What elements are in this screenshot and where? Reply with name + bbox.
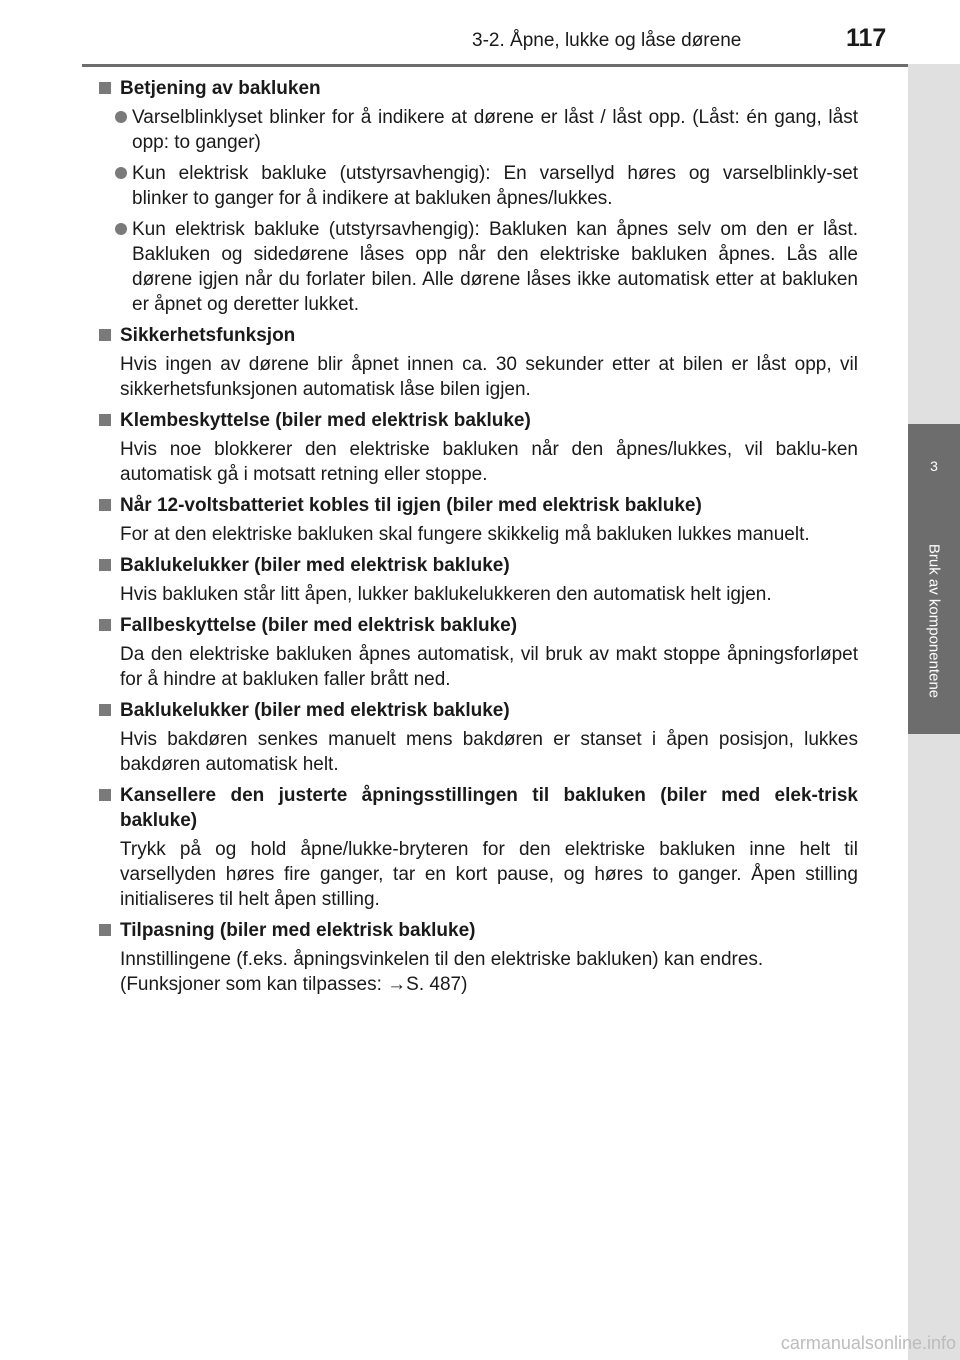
square-bullet-icon [99, 499, 111, 511]
section-body: Innstillingene (f.eks. åpningsvinkelen til den elektriske bakluken) kan endres. [120, 949, 764, 970]
bullet-text: Kun elektrisk bakluke (utstyrsavhengig): Bakluken kan åpnes selv om den er låst. Bakluken og sidedørene låses opp når den elektriske bakluken åpnes. Lås alle dørene igjen når du forlater bilen. Alle dørene låses ikke automatisk etter at bakluken er åpnet og deretter lukket. [132, 219, 858, 315]
header-rule [82, 64, 960, 67]
page-number: 117 [846, 24, 887, 52]
section-tilpasning [96, 918, 858, 997]
square-bullet-icon [99, 704, 111, 716]
bullet-text: Kun elektrisk bakluke (utstyrsavhengig): En varsellyd høres og varselblinkly-set blinker to ganger for å indikere at bakluken åpnes/lukkes. [132, 163, 858, 209]
section-kansellere-apningsstilling [96, 783, 858, 912]
section-heading [96, 323, 858, 348]
section-heading [96, 613, 858, 638]
chapter-number: 3 [930, 458, 938, 474]
section-fallbeskyttelse [96, 613, 858, 692]
section-heading [96, 553, 858, 578]
page-reference: (Funksjoner som kan tilpasses: →S. 487) [120, 974, 468, 995]
section-heading-text: Fallbeskyttelse (biler med elektrisk bakluke) [120, 615, 518, 636]
section-heading [96, 76, 858, 101]
section-body: Da den elektriske bakluken åpnes automatisk, vil bruk av makt stoppe åpningsforløpet for å hindre at bakluken faller brått ned. [120, 644, 858, 690]
square-bullet-icon [99, 924, 111, 936]
running-header-section-title: 3-2. Åpne, lukke og låse dørene [472, 30, 742, 51]
chapter-tab-number [908, 424, 960, 508]
section-body: For at den elektriske bakluken skal fungere skikkelig må bakluken lukkes manuelt. [120, 524, 810, 545]
section-heading-text: Sikkerhetsfunksjon [120, 325, 296, 346]
section-heading [96, 783, 858, 833]
section-heading [96, 493, 858, 518]
section-heading [96, 698, 858, 723]
square-bullet-icon [99, 619, 111, 631]
chapter-tab-label [908, 508, 960, 734]
bullet-item [115, 217, 858, 317]
watermark: carmanualsonline.info [780, 1333, 956, 1353]
section-body: Trykk på og hold åpne/lukke-bryteren for den elektriske bakluken inne helt til varsellyden høres fire ganger, tar en kort pause, og høres to ganger. Åpen stilling initialiseres til helt åpen stilling. [120, 839, 858, 910]
chapter-title: Bruk av komponentene [925, 543, 943, 699]
section-heading-text: Baklukelukker (biler med elektrisk bakluke) [120, 700, 510, 721]
section-12-volt-battery [96, 493, 858, 547]
section-heading-text: Baklukelukker (biler med elektrisk bakluke) [120, 555, 510, 576]
section-klembeskyttelse [96, 408, 858, 487]
square-bullet-icon [99, 789, 111, 801]
square-bullet-icon [99, 329, 111, 341]
section-betjening-av-bakluken [96, 76, 858, 317]
section-baklukelukker-2 [96, 698, 858, 777]
bullet-item [115, 161, 858, 211]
section-heading-text: Klembeskyttelse (biler med elektrisk bakluke) [120, 410, 531, 431]
section-sikkerhetsfunksjon [96, 323, 858, 402]
section-heading [96, 408, 858, 433]
section-body: Hvis ingen av dørene blir åpnet innen ca. 30 sekunder etter at bilen er låst opp, vil sikkerhetsfunksjonen automatisk låse bilen igjen. [120, 354, 858, 400]
circle-bullet-icon [115, 111, 127, 123]
square-bullet-icon [99, 82, 111, 94]
section-heading [96, 918, 858, 943]
section-baklukelukker [96, 553, 858, 607]
square-bullet-icon [99, 559, 111, 571]
circle-bullet-icon [115, 223, 127, 235]
section-heading-text: Når 12-voltsbatteriet kobles til igjen (biler med elektrisk bakluke) [120, 495, 702, 516]
square-bullet-icon [99, 414, 111, 426]
section-body: Hvis bakdøren senkes manuelt mens bakdøren er stanset i åpen posisjon, lukkes bakdøren automatisk helt. [120, 729, 858, 775]
section-heading-text: Betjening av bakluken [120, 78, 321, 99]
bullet-text: Varselblinklyset blinker for å indikere at dørene er låst / låst opp. (Låst: én gang, låst opp: to ganger) [132, 107, 858, 153]
section-heading-text: Tilpasning (biler med elektrisk bakluke) [120, 920, 476, 941]
bullet-item [115, 105, 858, 155]
section-body: Hvis bakluken står litt åpen, lukker baklukelukkeren den automatisk helt igjen. [120, 584, 772, 605]
section-body: Hvis noe blokkerer den elektriske bakluken når den åpnes/lukkes, vil baklu-ken automatisk gå i motsatt retning eller stoppe. [120, 439, 858, 485]
page-content [96, 76, 858, 1003]
section-heading-text: Kansellere den justerte åpningsstillingen til bakluken (biler med elek-trisk bakluke) [120, 785, 858, 831]
circle-bullet-icon [115, 167, 127, 179]
